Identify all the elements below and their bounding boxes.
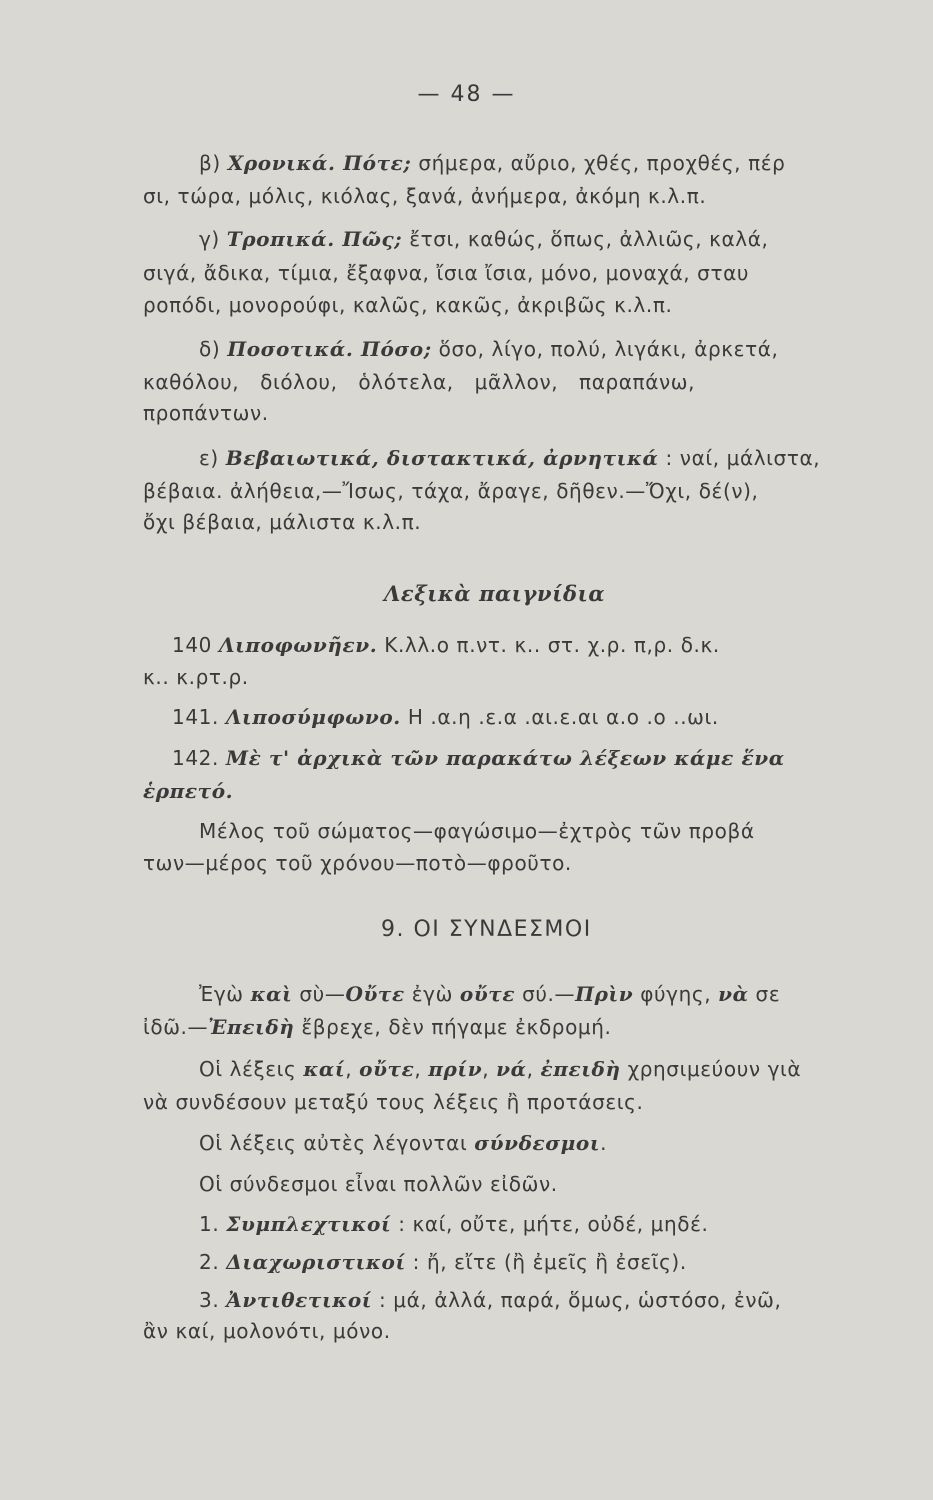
item-140-line-1 — [0, 628, 933, 662]
chronika-line-1 — [0, 146, 933, 180]
tropika-text-cont: σιγά, ἄδικα, τίμια, ἔξαφνα, ἴσια ἴσια, μόνο, μοναχά, σταυ — [143, 261, 750, 285]
p1-text-cont: νὰ συνδέσουν μεταξύ τους λέξεις ἢ προτάσεις. — [143, 1090, 644, 1114]
chronika-text: β) Χρονικά. Πότε; σήμερα, αὔριο, χθές, προχθές, πέρ — [199, 151, 786, 175]
posotika-text-cont: καθόλου, διόλου, ὁλότελα, μᾶλλον, παραπάνω, — [143, 370, 696, 394]
posotika-line-2 — [0, 365, 933, 399]
p1-line-1 — [0, 1052, 933, 1086]
example-text: Ἐγὼ καὶ σὺ—Οὔτε ἐγὼ οὔτε σύ.—Πρὶν φύγης, νὰ σε — [199, 982, 781, 1006]
kind-1-line — [0, 1207, 933, 1241]
kind-3-line — [0, 1283, 933, 1317]
vevaiotika-line-1 — [0, 441, 933, 475]
item-142: 142. Μὲ τ' ἀρχικὰ τῶν παρακάτω λέξεων κάμε ἕνα — [172, 746, 785, 770]
word-games-heading-line — [0, 577, 933, 611]
posotika-line-3 — [0, 396, 933, 430]
word-games-heading: Λεξικὰ παιγνίδια — [384, 581, 606, 606]
item-140: 140 Λιποφωνῆεν. Κ.λλ.ο π.ντ. κ.. στ. χ.ρ. π,ρ. δ.κ. — [172, 633, 720, 657]
item-142-title-cont: ἑρπετό. — [143, 779, 234, 803]
kind-3: 3. Ἀντιθετικοί : μά, ἀλλά, παρά, ὅμως, ὡστόσο, ἐνῶ, — [199, 1288, 782, 1312]
item-141-line — [0, 700, 933, 734]
item-142-body-1 — [0, 814, 933, 848]
item-142-body: Μέλος τοῦ σώματος—φαγώσιμο—ἐχτρὸς τῶν προβά — [199, 819, 755, 843]
tropika-text-cont: ροπόδι, μονορούφι, καλῶς, κακῶς, ἀκριβῶς κ.λ.π. — [143, 293, 673, 317]
p1-text: Οἱ λέξεις καί, οὔτε, πρίν, νά, ἐπειδὴ χρησιμεύουν γιὰ — [199, 1057, 802, 1081]
example-text-cont: ἰδῶ.—Ἐπειδὴ ἔβρεχε, δὲν πήγαμε ἐκδρομή. — [143, 1015, 612, 1039]
example-line-2 — [0, 1010, 933, 1044]
chronika-text-cont: σι, τώρα, μόλις, κιόλας, ξανά, ἀνήμερα, ἀκόμη κ.λ.π. — [143, 184, 707, 208]
page-number-line — [0, 78, 933, 112]
tropika-line-1 — [0, 222, 933, 256]
kind-2: 2. Διαχωριστικοί : ἤ, εἴτε (ἢ ἐμεῖς ἢ ἐσεῖς). — [199, 1250, 687, 1274]
section-9-title-line — [0, 913, 933, 947]
tropika-text: γ) Τροπικά. Πῶς; ἔτσι, καθώς, ὅπως, ἀλλιῶς, καλά, — [199, 227, 769, 251]
vevaiotika-text: ε) Βεβαιωτικά, διστακτικά, ἀρνητικά : ναί, μάλιστα, — [199, 446, 821, 470]
item-140-line-2 — [0, 660, 933, 694]
posotika-text: δ) Ποσοτικά. Πόσο; ὅσο, λίγο, πολύ, λιγάκι, ἀρκετά, — [199, 337, 779, 361]
p3-line — [0, 1167, 933, 1201]
chronika-line-2 — [0, 179, 933, 213]
posotika-line-1 — [0, 332, 933, 366]
p2-line — [0, 1126, 933, 1160]
vevaiotika-line-3 — [0, 505, 933, 539]
vevaiotika-text-cont: βέβαια. ἀλήθεια,—Ἴσως, τάχα, ἄραγε, δῆθεν.—Ὄχι, δέ(ν), — [143, 479, 759, 503]
kind-3-cont: ἂν καί, μολονότι, μόνο. — [143, 1319, 391, 1343]
item-142-line-2 — [0, 774, 933, 808]
vevaiotika-line-2 — [0, 474, 933, 508]
p1-line-2 — [0, 1085, 933, 1119]
section-title: 9. ΟΙ ΣΥΝΔΕΣΜΟΙ — [381, 917, 592, 942]
item-142-body: των—μέρος τοῦ χρόνου—ποτὸ—φροῦτο. — [143, 851, 572, 875]
example-line-1 — [0, 977, 933, 1011]
item-142-body-2 — [0, 846, 933, 880]
tropika-line-3 — [0, 288, 933, 322]
item-140-cont: κ.. κ.ρτ.ρ. — [143, 665, 249, 689]
p3-text: Οἱ σύνδεσμοι εἶναι πολλῶν εἰδῶν. — [199, 1172, 558, 1196]
tropika-line-2 — [0, 256, 933, 290]
page-number: — 48 — — [417, 82, 516, 107]
posotika-text-cont: προπάντων. — [143, 401, 269, 425]
item-142-line-1 — [0, 741, 933, 775]
item-141: 141. Λιποσύμφωνο. Η .α.η .ε.α .αι.ε.αι α.ο .ο ..ωι. — [172, 705, 719, 729]
kind-3-line-2 — [0, 1314, 933, 1348]
kind-2-line — [0, 1245, 933, 1279]
vevaiotika-text-cont: ὄχι βέβαια, μάλιστα κ.λ.π. — [143, 510, 422, 534]
p2-text: Οἱ λέξεις αὐτὲς λέγονται σύνδεσμοι. — [199, 1131, 608, 1155]
kind-1: 1. Συμπλεχτικοί : καί, οὔτε, μήτε, οὐδέ, μηδέ. — [199, 1212, 709, 1236]
